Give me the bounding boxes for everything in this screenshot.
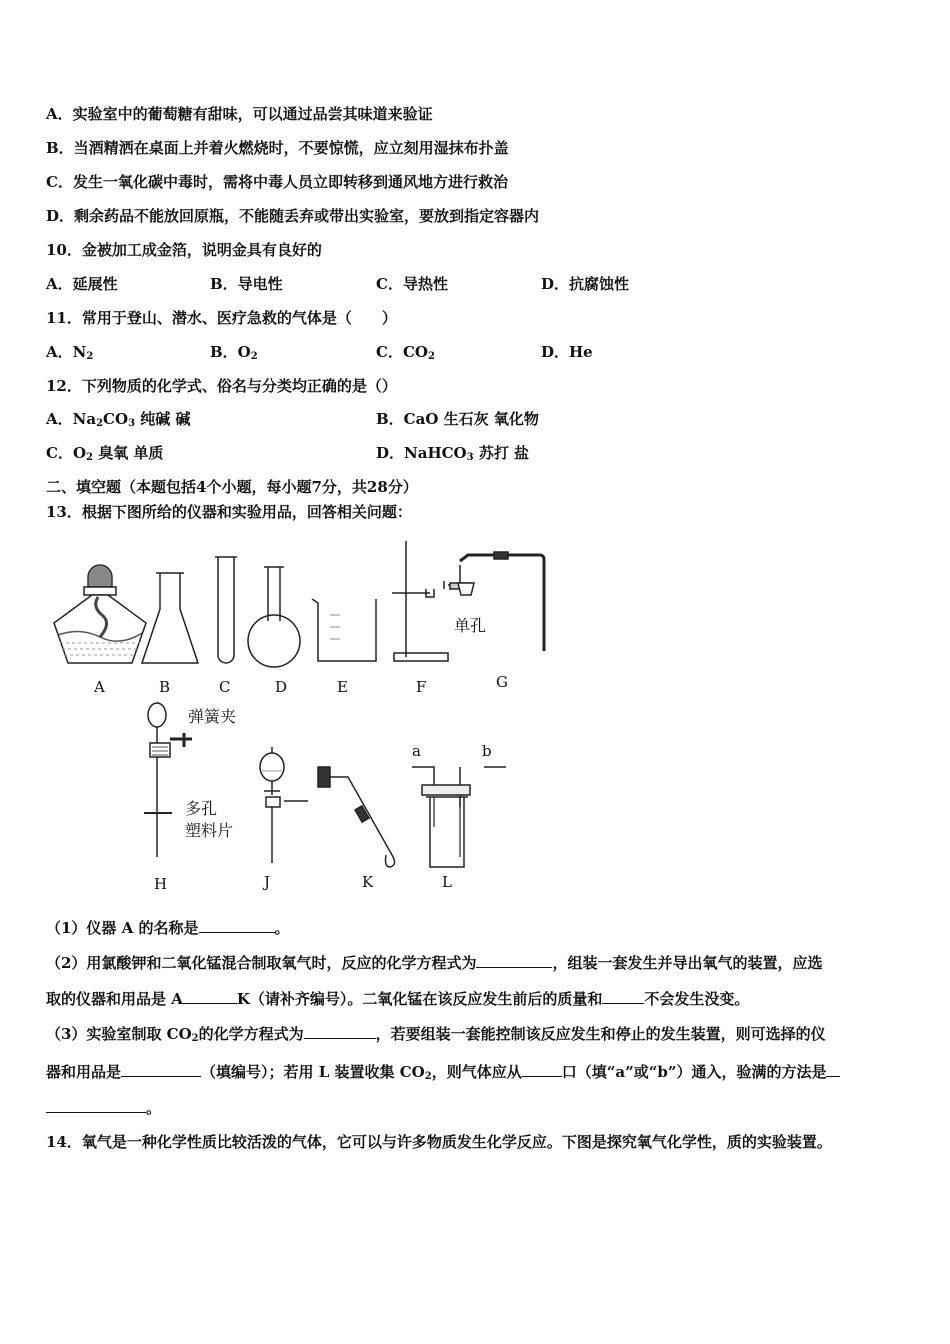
figure-label-d: D (275, 678, 288, 696)
figure-label-j: J (264, 873, 271, 891)
answer-blank[interactable] (476, 967, 552, 968)
q9-option-d: D．剩余药品不能放回原瓶，不能随丢弃或带出实验室，要放到指定容器内 (46, 207, 540, 225)
answer-blank[interactable] (121, 1076, 201, 1077)
q12-stem: 12．下列物质的化学式、俗名与分类均正确的是（） (46, 377, 397, 395)
q10-stem: 10．金被加工成金箔，说明金具有良好的 (46, 241, 322, 259)
alcohol-lamp-a (54, 565, 146, 663)
note-multi-hole: 多孔 (185, 799, 218, 818)
q11-option-c: C．$CO_2$ (376, 343, 435, 362)
round-flask-d (248, 567, 300, 667)
q10-option-b: B．导电性 (210, 275, 283, 293)
q10-option-a: A．延展性 (46, 275, 118, 293)
q13-part2b: 取的仪器和用品是 A K（请补齐编号）。二氧化锰在该反应发生前后的质量和 不会发生没变。 (46, 990, 750, 1008)
answer-blank[interactable] (602, 1003, 644, 1004)
answer-blank[interactable] (183, 1003, 237, 1004)
q13-part3c: 。 (46, 1097, 161, 1118)
q13-stem: 13．根据下图所给的仪器和实验用品，回答相关问题： (46, 503, 412, 521)
answer-blank[interactable] (522, 1076, 562, 1077)
figure-label-g: G (496, 673, 508, 691)
stopper-tube-g (444, 552, 544, 651)
figure-label-a: A (94, 678, 105, 696)
figure-label-k: K (362, 873, 374, 891)
q9-option-c: C．发生一氧化碳中毒时，需将中毒人员立即转移到通风地方进行救治 (46, 173, 508, 191)
q11-stem: 11．常用于登山、潜水、医疗急救的气体是（ ） (46, 309, 397, 327)
figure-label-f: F (416, 678, 427, 696)
figure-label-e: E (337, 678, 348, 696)
figure-label-l: L (442, 873, 452, 891)
answer-blank[interactable] (826, 1076, 840, 1077)
q9-option-a: A．实验室中的葡萄糖有甜味，可以通过品尝其味道来验证 (46, 105, 433, 123)
q12-option-b: B．CaO 生石灰 氧化物 (376, 410, 539, 428)
answer-blank[interactable] (199, 932, 275, 933)
q12-option-a: A．$Na_2CO_3$ 纯碱 碱 (46, 410, 191, 429)
q11-option-b: B．$O_2$ (210, 343, 258, 362)
figure-label-b: B (159, 678, 171, 696)
q13-part2: （2）用氯酸钾和二氧化锰混合制取氧气时，反应的化学方程式为 ，组装一套发生并导出氧气的装置，应选 (46, 954, 823, 972)
q11-option-a: A．$N_2$ (46, 343, 94, 362)
q13-part1: （1）仪器 A 的名称是 。 (46, 919, 290, 937)
q13-part3b: 器和用品是 （填编号）；若用 L 装置收集 $CO_2$，则气体应从 口（填“a”或“b”）通入，验满的方法是 (46, 1061, 840, 1082)
conical-flask-b (142, 573, 198, 663)
q9-option-b: B．当酒精洒在桌面上并着火燃烧时，不要惊慌，应立刻用湿抹布扑盖 (46, 139, 509, 157)
test-tube-c (215, 557, 237, 663)
gas-bottle-l (412, 767, 506, 867)
answer-blank[interactable] (46, 1112, 146, 1113)
note-plastic-plate: 塑料片 (185, 821, 234, 840)
q10-option-d: D．抗腐蚀性 (541, 275, 630, 293)
iron-stand-f (392, 541, 448, 661)
apparatus-figure (40, 535, 640, 895)
stopper-tube-k (318, 767, 395, 867)
figure-label-h: H (154, 875, 168, 893)
port-b-label: b (482, 742, 492, 760)
q13-part3: （3）实验室制取 $CO_2$的化学方程式为 ，若要组装一套能控制该反应发生和停止的发生装置，则可选择的仪 (46, 1025, 826, 1044)
q12-option-c: C．$O_2$ 臭氧 单质 (46, 444, 164, 463)
q12-option-d: D．NaHCO$_3$ 苏打 盐 (376, 444, 530, 463)
port-a-label: a (412, 742, 421, 760)
note-spring-clip: 弹簧夹 (188, 707, 237, 726)
separatory-funnel-j (260, 747, 308, 863)
note-single-hole: 单孔 (454, 616, 487, 635)
figure-label-c: C (219, 678, 231, 696)
answer-blank[interactable] (304, 1038, 376, 1039)
q14-stem: 14．氧气是一种化学性质比较活泼的气体，它可以与许多物质发生化学反应。下图是探究氧气化学性，质的实验装置。 (46, 1133, 832, 1151)
q10-option-c: C．导热性 (376, 275, 448, 293)
section-heading: 二、填空题（本题包括4个小题，每小题7分，共28分） (46, 478, 418, 496)
q11-option-d: D．He (541, 343, 593, 361)
beaker-e (312, 599, 376, 661)
